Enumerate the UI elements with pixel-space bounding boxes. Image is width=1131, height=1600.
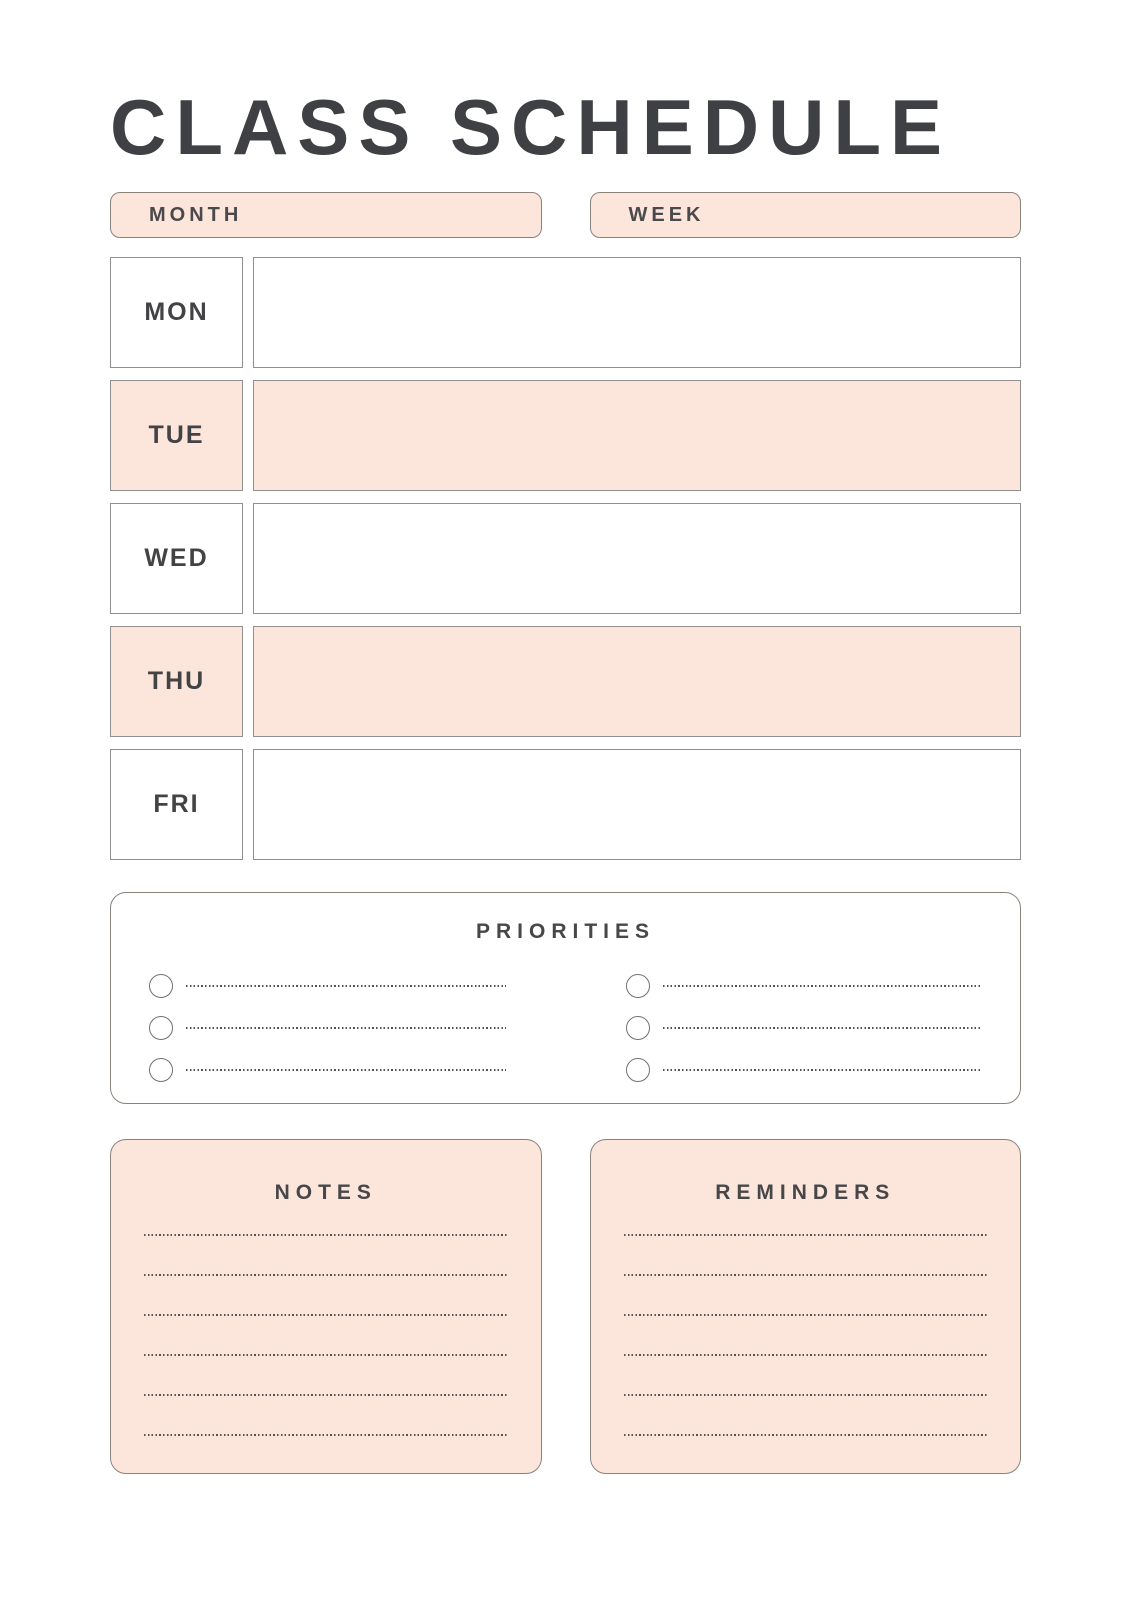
day-label: TUE xyxy=(148,421,205,449)
reminder-write-line[interactable] xyxy=(624,1354,988,1394)
reminder-write-line[interactable] xyxy=(624,1314,988,1354)
day-label: MON xyxy=(144,298,209,326)
priorities-column-right xyxy=(626,965,983,1091)
month-input[interactable] xyxy=(110,192,542,238)
note-write-line[interactable] xyxy=(144,1274,508,1314)
fields-row xyxy=(110,192,1021,238)
day-label: WED xyxy=(144,544,209,572)
reminders-lines xyxy=(624,1234,988,1474)
priority-checkbox-circle[interactable] xyxy=(149,974,173,998)
priority-write-line[interactable] xyxy=(663,1027,983,1029)
day-label: THU xyxy=(147,667,206,695)
month-label: MONTH xyxy=(149,203,243,226)
priority-checkbox-circle[interactable] xyxy=(149,1016,173,1040)
note-write-line[interactable] xyxy=(144,1314,508,1354)
priority-item xyxy=(149,1007,506,1049)
day-label-cell-tue xyxy=(110,380,243,491)
priority-item xyxy=(626,1007,983,1049)
page-title: CLASS SCHEDULE xyxy=(110,83,952,171)
priority-checkbox-circle[interactable] xyxy=(626,1058,650,1082)
day-label-cell-wed xyxy=(110,503,243,614)
day-row-fri xyxy=(110,749,1021,860)
day-row-thu xyxy=(110,626,1021,737)
day-row-mon xyxy=(110,257,1021,368)
note-write-line[interactable] xyxy=(144,1234,508,1274)
schedule-table xyxy=(110,257,1021,860)
notes-title: NOTES xyxy=(274,1181,377,1204)
day-label-cell-fri xyxy=(110,749,243,860)
priority-checkbox-circle[interactable] xyxy=(626,974,650,998)
priorities-column-left xyxy=(149,965,506,1091)
note-write-line[interactable] xyxy=(144,1354,508,1394)
week-label: WEEK xyxy=(628,203,705,226)
reminders-title: REMINDERS xyxy=(715,1181,896,1204)
priority-write-line[interactable] xyxy=(186,1027,506,1029)
day-label-cell-mon xyxy=(110,257,243,368)
priority-item xyxy=(626,1049,983,1091)
notes-reminders-row xyxy=(110,1139,1021,1474)
day-content-thu[interactable] xyxy=(253,626,1021,737)
priority-write-line[interactable] xyxy=(186,1069,506,1071)
day-label: FRI xyxy=(153,790,200,818)
priorities-panel xyxy=(110,892,1021,1104)
priorities-title: PRIORITIES xyxy=(475,920,656,943)
note-write-line[interactable] xyxy=(144,1434,508,1474)
priorities-columns xyxy=(149,965,982,1091)
priority-write-line[interactable] xyxy=(186,985,506,987)
note-write-line[interactable] xyxy=(144,1394,508,1434)
day-row-wed xyxy=(110,503,1021,614)
priority-write-line[interactable] xyxy=(663,985,983,987)
day-label-cell-thu xyxy=(110,626,243,737)
day-content-tue[interactable] xyxy=(253,380,1021,491)
reminder-write-line[interactable] xyxy=(624,1394,988,1434)
priority-item xyxy=(626,965,983,1007)
notes-panel xyxy=(110,1139,542,1474)
priority-write-line[interactable] xyxy=(663,1069,983,1071)
day-content-mon[interactable] xyxy=(253,257,1021,368)
priority-checkbox-circle[interactable] xyxy=(626,1016,650,1040)
reminders-panel xyxy=(590,1139,1022,1474)
priority-item xyxy=(149,965,506,1007)
day-row-tue xyxy=(110,380,1021,491)
notes-lines xyxy=(144,1234,508,1474)
reminder-write-line[interactable] xyxy=(624,1274,988,1314)
day-content-fri[interactable] xyxy=(253,749,1021,860)
week-input[interactable] xyxy=(590,192,1022,238)
reminder-write-line[interactable] xyxy=(624,1234,988,1274)
reminder-write-line[interactable] xyxy=(624,1434,988,1474)
priority-checkbox-circle[interactable] xyxy=(149,1058,173,1082)
day-content-wed[interactable] xyxy=(253,503,1021,614)
priority-item xyxy=(149,1049,506,1091)
